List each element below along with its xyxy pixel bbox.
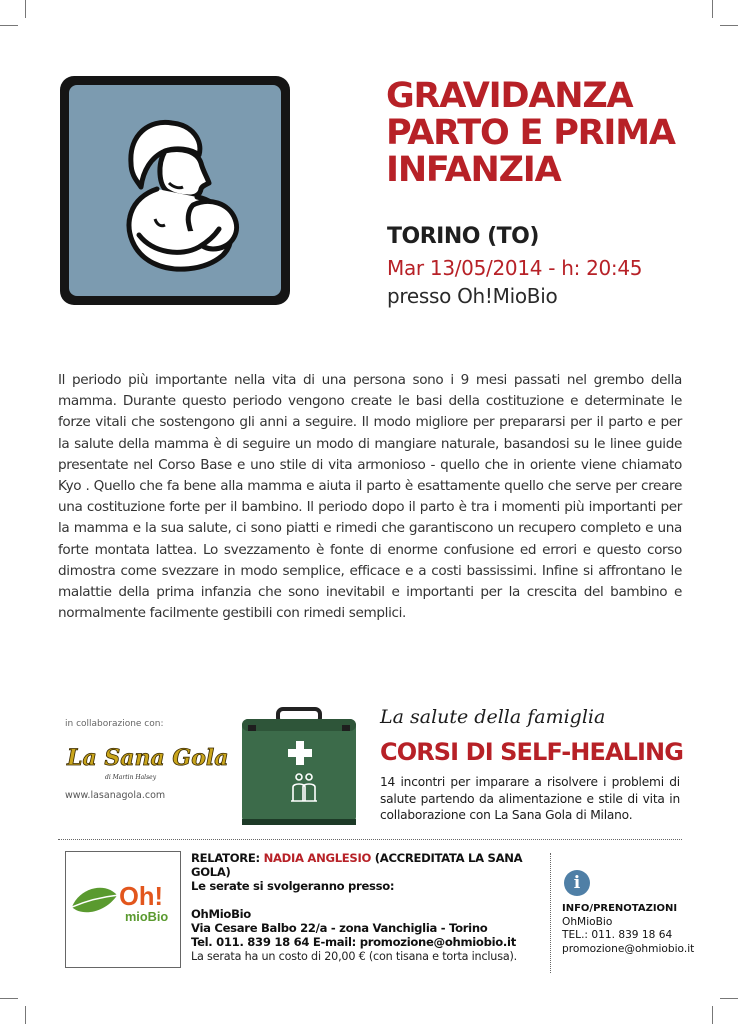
page-title xyxy=(386,78,716,189)
hero-pictogram xyxy=(60,76,290,305)
contact-block xyxy=(562,902,694,956)
divider-dotted xyxy=(58,839,682,840)
venue-address: Via Cesare Balbo 22/a - zona Vanchiglia - Torino xyxy=(191,921,488,935)
title-line: INFANZIA xyxy=(386,150,561,190)
crop-mark xyxy=(25,1006,26,1024)
event-details xyxy=(191,851,546,949)
relatore-suffix: (ACCREDITATA LA SANA GOLA) xyxy=(191,851,523,879)
divider-dotted-vertical xyxy=(550,853,551,973)
relatore-label: RELATORE: xyxy=(191,851,264,865)
course-title: CORSI DI SELF-HEALING xyxy=(380,738,684,766)
event-date: Mar 13/05/2014 - h: 20:45 xyxy=(387,256,643,280)
title-line: GRAVIDANZA xyxy=(386,76,633,116)
collab-label: in collaborazione con: xyxy=(65,719,164,729)
la-sana-gola-logo xyxy=(65,737,229,787)
logo-text: La Sana Gola xyxy=(67,745,229,771)
contact-title: INFO/PRENOTAZIONI xyxy=(562,903,678,914)
logo-subtext: di Martin Halsey xyxy=(105,774,157,781)
description-paragraph: Il periodo più importante nella vita di una persona sono i 9 mesi passati nel grembo della mamma. Durante questo periodo vengono create le basi della costituzione e determinate le forze vitali che sostengono gli anni a seguire. Il modo migliore per prepararsi per il parto e per la salute della mamma è di seguire un modo di mangiare naturale, basandosi su le linee guide presentate nel Corso Base e uno stile di vita armonioso - quello che in oriente viene chiamato Kyo . Quello che fa bene alla mamma e aiuta il parto è esattamente quello che serve per creare una costituzione forte per il bambino. Il periodo dopo il parto è tra i momenti più importanti per la mamma e la sua salute, ci sono piatti e rimedi che garantiscono un recupero completo e una forte montata lattea. Lo svezzamento è fonte di enorme confusione ed errori e questo corso dimostra come svezzare in modo semplice, efficace e a costi bassissimi. Infine si affrontano le malattie della prima infanzia che sono inevitabil e importanti per la crescita del bambino e normalmente facilmente gestibili con rimedi semplici. xyxy=(58,372,682,622)
crop-mark xyxy=(0,998,18,999)
info-icon: i xyxy=(564,870,590,896)
relatore-name: NADIA ANGLESIO xyxy=(263,851,372,865)
contact-name: OhMioBio xyxy=(562,915,613,928)
venue-name: OhMioBio xyxy=(191,907,251,921)
title-line: PARTO E PRIMA xyxy=(386,113,675,153)
contact-email[interactable]: promozione@ohmiobio.it xyxy=(562,942,695,955)
event-city: TORINO (TO) xyxy=(387,224,539,249)
course-tagline: La salute della famiglia xyxy=(380,706,606,728)
cost-note: La serata ha un costo di 20,00 € (con tisana e torta inclusa). xyxy=(191,950,517,963)
crop-mark xyxy=(712,0,713,18)
first-aid-kit-icon xyxy=(236,703,362,831)
venue-contacts[interactable]: Tel. 011. 839 18 64 E-mail: promozione@ohmiobio.it xyxy=(191,935,516,949)
course-description: 14 incontri per imparare a risolvere i problemi di salute partendo da alimentazione e stile di vita in collaborazione con La Sana Gola di Milano. xyxy=(380,775,680,822)
contact-phone[interactable]: TEL.: 011. 839 18 64 xyxy=(562,929,673,941)
collab-url-link[interactable]: www.lasanagola.com xyxy=(65,790,166,801)
mother-breastfeeding-icon xyxy=(69,85,281,296)
crop-mark xyxy=(0,25,18,26)
relatore-line xyxy=(191,851,546,879)
serate-line: Le serate si svolgeranno presso: xyxy=(191,879,395,893)
logo-miobio: mioBio xyxy=(124,908,169,924)
crop-mark xyxy=(720,998,738,999)
logo-oh: Oh! xyxy=(119,883,164,912)
event-venue: presso Oh!MioBio xyxy=(387,284,558,308)
ohmiobio-logo xyxy=(65,851,181,968)
crop-mark xyxy=(25,0,26,18)
crop-mark xyxy=(720,25,738,26)
crop-mark xyxy=(712,1006,713,1024)
